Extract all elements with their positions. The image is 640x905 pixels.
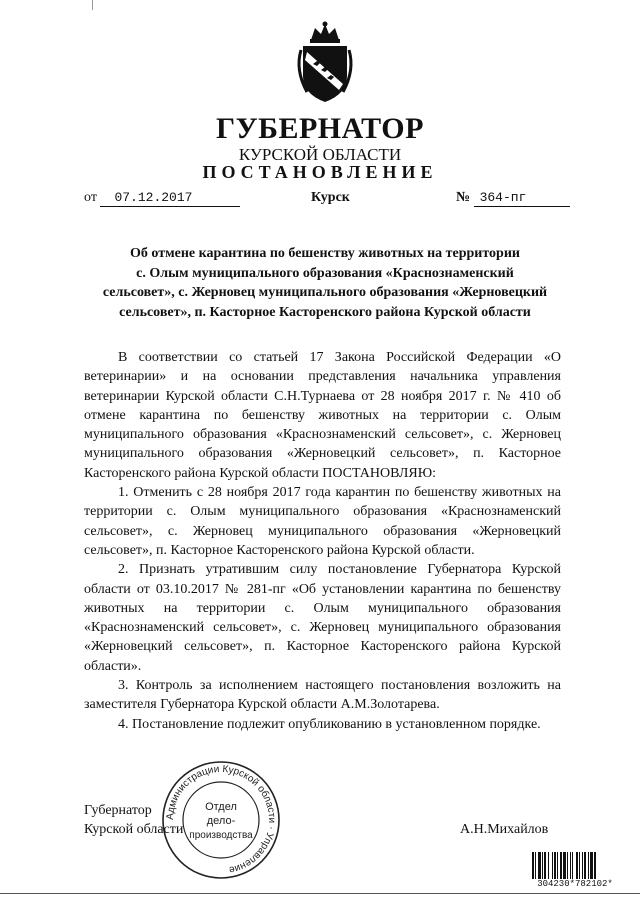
scan-edge-line <box>0 893 640 894</box>
issuer-title: ГУБЕРНАТОР <box>216 112 424 145</box>
clause-3: 3. Контроль за исполнением настоящего постановления возложить на заместителя Губернатора Курской области А.М.Золотарева. <box>84 678 561 713</box>
barcode-bar <box>570 852 571 879</box>
subject-line: с. Олым муниципального образования «Краснознаменский <box>136 265 514 281</box>
clause-4: 4. Постановление подлежит опубликованию в установленном порядке. <box>118 716 541 732</box>
barcode-bar <box>588 852 589 879</box>
subject-line: сельсовет», с. Жерновец муниципального образования «Жерновецкий <box>102 285 548 300</box>
stamp-ring-path: Администрации Курской области · Управление <box>164 763 278 876</box>
clause-2: 2. Признать утратившим силу постановление Губернатора Курской области от 03.10.2017 № 281-пг «Об установлении карантина по бешенству животных на территории с. Олым муниципального образования «Краснознаменский сельсовет», с. Жерновец муниципального образования «Жерновецкий сельсовет», п. Касторное Касторенского района Курской области». <box>84 562 561 674</box>
barcode-bar <box>552 852 553 879</box>
stamp-center-line: дело- <box>206 815 236 827</box>
barcode-bar <box>572 852 573 879</box>
document-type: ПОСТАНОВЛЕНИЕ <box>202 162 438 182</box>
barcode-number: 304230*782102* <box>531 879 619 889</box>
barcode-bar <box>538 852 541 879</box>
barcode-bar <box>584 852 586 879</box>
clause-1: 1. Отменить с 28 ноября 2017 года карантин по бешенству животных на территории с. Олым муниципального образования «Краснознаменский сельсовет», с. Жерновец муниципального образования «Жерновецкий сельсовет», п. Касторное Касторенского района Курской области. <box>84 485 561 558</box>
subject-line: сельсовет», п. Касторное Касторенского района Курской области <box>119 304 531 320</box>
coat-of-arms-emblem <box>293 20 357 104</box>
position-line: Губернатор <box>84 803 152 818</box>
document-subject <box>60 244 590 322</box>
document-date-field <box>84 190 240 207</box>
barcode-bar <box>554 852 556 879</box>
stamp-center-line: Отдел <box>205 801 237 813</box>
barcode-bar <box>579 852 580 879</box>
subject-line: Об отмене карантина по бешенству животных на территории <box>130 246 520 261</box>
scan-mark <box>92 0 93 10</box>
preamble-paragraph: В соответствии со статьей 17 Закона Российской Федерации «О ветеринарии» и на основании представления начальника управления ветеринарии Курской области С.Н.Турнаева от 28 ноября 2017 г. № 410 об отмене карантина по бешенству животных на территории с. Олым муниципального образования «Краснознаменский сельсовет», с. Жерновец муниципального образования «Жерновецкий сельсовет», п. Касторное Касторенского района Курской области ПОСТАНОВЛЯЮ: <box>84 350 561 481</box>
barcode-bar <box>590 852 593 879</box>
barcode-bar <box>542 852 543 879</box>
barcode-bar <box>576 852 578 879</box>
document-body <box>84 348 561 734</box>
barcode-bar <box>594 852 596 879</box>
signatory-name: А.Н.Михайлов <box>460 822 549 837</box>
barcode-bar <box>560 852 562 879</box>
barcode-bar <box>567 852 568 879</box>
document-number: 364-пг <box>474 190 570 207</box>
barcode-bar <box>557 852 558 879</box>
barcode-bar <box>582 852 583 879</box>
document-number-field <box>456 190 570 207</box>
date-prefix: от <box>84 190 97 205</box>
document-city: Курск <box>311 190 350 205</box>
stamp-center-line: производства <box>189 830 253 841</box>
barcode-bar <box>544 852 546 879</box>
barcode-bar <box>532 852 534 879</box>
issuer-region: КУРСКОЙ ОБЛАСТИ <box>238 145 402 164</box>
document-date: 07.12.2017 <box>100 190 240 207</box>
barcode-bar <box>548 852 549 879</box>
barcode-bar <box>563 852 566 879</box>
position-line: Курской области <box>84 822 184 837</box>
barcode-bar <box>535 852 536 879</box>
number-prefix: № <box>456 190 471 205</box>
office-stamp <box>159 758 283 882</box>
